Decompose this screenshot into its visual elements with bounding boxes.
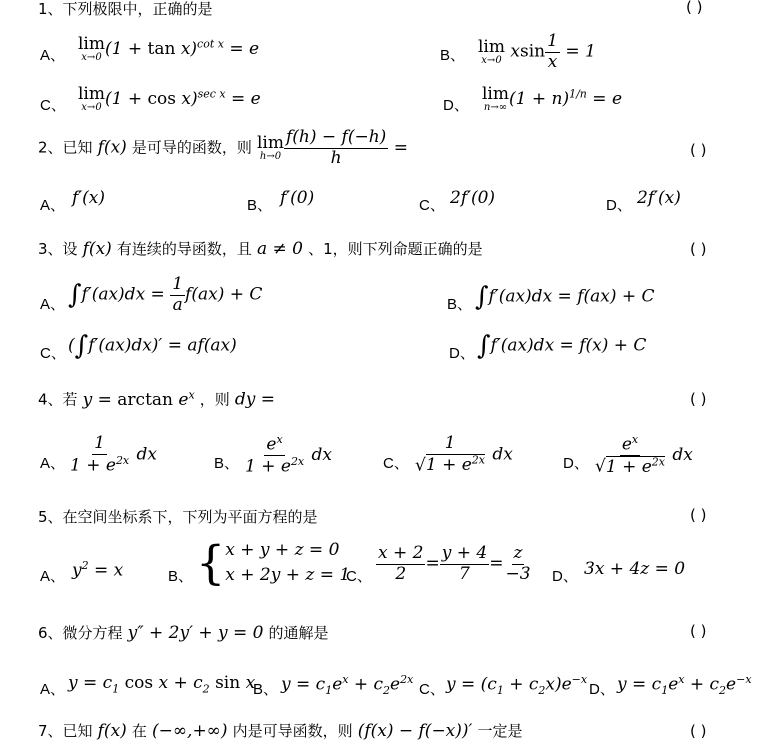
- q3-option-c-expr: (∫f′(ax)dx)′ = af(ax): [68, 331, 237, 361]
- q2-option-d-expr: 2f′(x): [637, 188, 681, 208]
- q3-option-a-expr: ∫f′(ax)dx = $\frac{1}{a}$ f(ax) + C: [68, 274, 263, 315]
- q2-option-b-label: B、: [247, 197, 273, 214]
- q1-option-b-expr: lim x→0 xsin $\frac{1}{x}$ = 1: [478, 31, 596, 72]
- q4-answer-paren: ( ): [690, 390, 707, 408]
- q5-stem: 5、在空间坐标系下，下列为平面方程的是: [38, 508, 318, 526]
- q2-option-a-label: A、: [40, 197, 66, 214]
- q5-option-c-label: C、: [346, 568, 372, 585]
- q6-option-c-label: C、: [419, 681, 445, 698]
- q3-stem: 3、设 f(x) 有连续的导函数，且 a ≠ 0 、1，则下列命题正确的是: [38, 239, 483, 259]
- q5-answer-paren: ( ): [690, 506, 707, 524]
- q1-option-c-expr: lim x→0 $(1 + \cos x)^{sec x} = e$: [78, 84, 261, 113]
- q3-option-c-label: C、: [40, 345, 66, 362]
- q1-option-c-label: C、: [40, 97, 66, 114]
- q6-stem: 6、微分方程 y″ + 2y′ + y = 0 的通解是: [38, 623, 329, 643]
- q5-option-a-expr: $y^2 = x$: [72, 559, 124, 581]
- q4-option-a-label: A、: [40, 455, 66, 472]
- q3-answer-paren: ( ): [690, 240, 707, 258]
- q5-option-d-expr: 3x + 4z = 0: [584, 559, 686, 579]
- q4-stem: 4、若 $y = \arctan e^x$ ，则 dy =: [38, 388, 276, 410]
- q2-answer-paren: ( ): [690, 141, 707, 159]
- q4-option-d-expr: $\frac{e^x}{√1 + e^{2x}}$ dx: [595, 433, 693, 477]
- q4-option-b-expr: $\frac{e^x}{1 + e^{2x}}$ dx: [245, 433, 333, 477]
- q6-option-a-label: A、: [40, 681, 66, 698]
- q2-option-c-label: C、: [419, 197, 445, 214]
- q1-stem: 1、下列极限中，正确的是: [38, 0, 213, 18]
- q2-option-a-expr: f′(x): [72, 188, 106, 208]
- q3-option-a-label: A、: [40, 296, 66, 313]
- q4-option-a-expr: $\frac{1}{1 + e^{2x}}$ dx: [70, 433, 158, 476]
- q2-option-c-expr: 2f′(0): [450, 188, 496, 208]
- q1-answer-paren: ( ): [686, 0, 703, 16]
- q6-option-b-expr: $y = c_1e^x + c_2e^{2x}$: [281, 673, 414, 698]
- q1-option-d-expr: lim n→∞ $(1 + n)^{1/n} = e$: [482, 84, 623, 113]
- q6-answer-paren: ( ): [690, 622, 707, 640]
- q6-option-d-expr: $y = c_1e^x + c_2e^{-x}$: [617, 673, 752, 698]
- q5-option-c-expr: $\frac{x + 2}{2}$ = $\frac{y + 4}{7}$ = $\frac{z}{-3}$: [378, 543, 531, 584]
- q5-option-b-expr: { x + y + z = 0 x + 2y + z = 1: [196, 535, 351, 590]
- q1-option-d-label: D、: [443, 97, 469, 114]
- q6-option-b-label: B、: [253, 681, 279, 698]
- q4-option-c-expr: $\frac{1}{√1 + e^{2x}}$ dx: [415, 433, 513, 476]
- q5-option-b-label: B、: [168, 568, 194, 585]
- q1-option-a-label: A、: [40, 47, 66, 64]
- q5-option-a-label: A、: [40, 568, 66, 585]
- q6-option-c-expr: $y = (c_1 + c_2x)e^{-x}$: [446, 673, 588, 698]
- q6-option-d-label: D、: [589, 681, 615, 698]
- q1-option-a-expr: lim x→0 $(1 + \tan x)^{cot x} = e$: [78, 34, 260, 63]
- q6-option-a-expr: $y = c_1$ $\cos x + c_2$ sin x: [68, 673, 256, 696]
- q3-option-d-expr: ∫f′(ax)dx = f(x) + C: [477, 331, 647, 361]
- q4-option-c-label: C、: [383, 455, 409, 472]
- q2-option-b-expr: f′(0): [280, 188, 315, 208]
- q4-option-d-label: D、: [563, 455, 589, 472]
- q4-option-b-label: B、: [214, 455, 240, 472]
- q2-stem: 2、已知 f(x) 是可导的函数，则 lim h→0 $\frac{f(h) - f(-h)}{h}$ =: [38, 127, 408, 168]
- q5-option-d-label: D、: [552, 568, 578, 585]
- q7-stem: 7、已知 f(x) 在 (−∞,+∞) 内是可导函数，则 (f(x) − f(−x))′ 一定是: [38, 721, 523, 741]
- q7-answer-paren: ( ): [690, 722, 707, 740]
- q3-option-b-expr: ∫f′(ax)dx = f(ax) + C: [475, 282, 655, 312]
- q2-option-d-label: D、: [606, 197, 632, 214]
- q1-option-b-label: B、: [440, 47, 466, 64]
- q3-option-d-label: D、: [449, 345, 475, 362]
- q3-option-b-label: B、: [447, 296, 473, 313]
